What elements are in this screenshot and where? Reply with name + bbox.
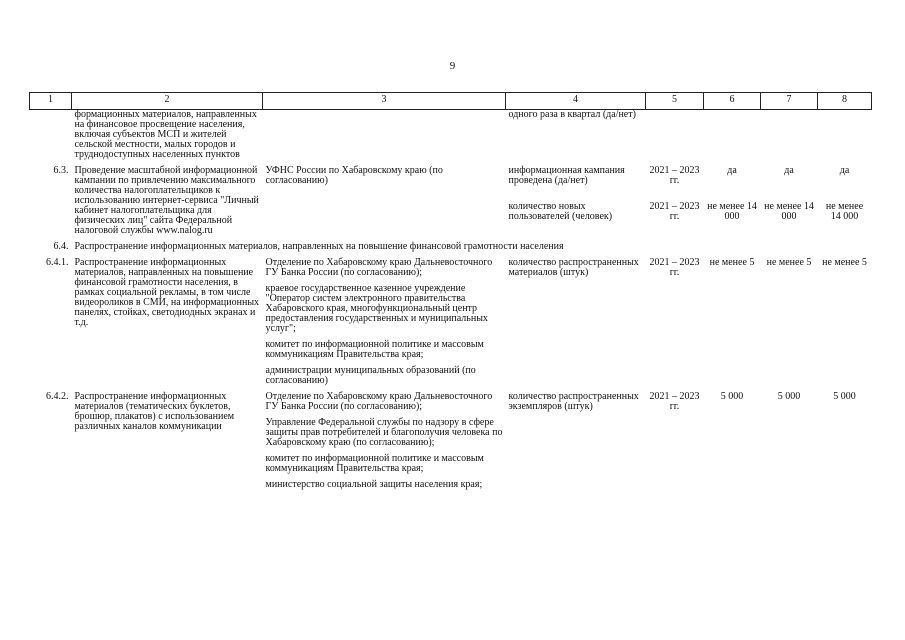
executor: Отделение по Хабаровскому краю Дальневосточного ГУ Банка России (по согласованию); (265, 257, 493, 278)
measure-description: Распространение информационных материалов, направленных на повышение финансовой грамотности населения, в рамках социальной рекламы, в том числе видеороликов в СМИ, на информационных панелях, стойках, светодиодных экранах и т.д. (74, 257, 260, 328)
measure-description: формационных материалов, направленных на финансовое просвещение населения, включая субъектов МСП и жителей сельской местности, малых городов и труднодоступных населенных пунктов (74, 109, 257, 160)
measures-table (29, 92, 872, 490)
executor: министерство социальной защиты населения края; (265, 479, 483, 490)
period: 2021 – 2023 гг. (649, 391, 700, 412)
period: 2021 – 2023 гг. (649, 165, 700, 186)
value-2021: не менее 14 000 (707, 201, 757, 223)
indicator: количество распространенных материалов (штук) (508, 257, 639, 278)
indicator: информационная кампания проведена (да/нет) (508, 165, 625, 186)
executor: УФНС России по Хабаровскому краю (по согласованию) (265, 165, 443, 186)
value-2023: 5 000 (833, 391, 856, 402)
executor: краевое государственное казенное учреждение "Оператор систем электронного правительства Хабаровского края, многофункциональный центр предоставления государственных и муниципальных услуг"; (265, 283, 488, 334)
value-2022: не менее 5 (766, 257, 812, 268)
table-row (30, 392, 872, 490)
indicator: одного раза в квартал (да/нет) (508, 109, 636, 120)
measure-number: 6.4.1. (46, 257, 69, 268)
value-2021: 5 000 (720, 391, 744, 402)
section-number: 6.4. (53, 241, 69, 252)
value-2023: да (839, 165, 850, 176)
value-2022: да (784, 165, 794, 176)
period: 2021 – 2023 гг. (649, 201, 700, 223)
table-row (30, 258, 872, 386)
value-2021: не менее 5 (709, 257, 755, 268)
header-cell: 1 (30, 93, 72, 110)
executor: комитет по информационной политике и массовым коммуникациям Правительства края; (265, 339, 484, 360)
executors (263, 258, 506, 386)
value-2022: 5 000 (777, 391, 801, 402)
indicator: количество распространенных экземпляров (штук) (508, 391, 639, 412)
header-cell: 4 (506, 93, 646, 110)
page-number: 9 (449, 60, 456, 72)
section-row (30, 242, 872, 252)
table-row (30, 110, 872, 161)
header-cell: 8 (818, 93, 872, 110)
value-2023: не менее 5 (822, 257, 867, 268)
header-cell: 7 (761, 93, 818, 110)
header-cell: 6 (704, 93, 761, 110)
value-2021: да (727, 165, 737, 176)
value-2022: не менее 14 000 (764, 201, 814, 223)
header-cell: 3 (263, 93, 506, 110)
header-cell: 2 (72, 93, 263, 110)
measure-number: 6.4.2. (46, 391, 69, 402)
measure-number: 6.3. (53, 165, 69, 176)
header-cell: 5 (646, 93, 704, 110)
executor: администрации муниципальных образований (по согласованию) (265, 365, 476, 386)
value-2023: не менее 14 000 (825, 201, 864, 223)
measure-description: Распространение информационных материалов (тематических буклетов, брошюр, плакатов) с использованием различных каналов коммуникации (74, 391, 235, 432)
header-row (30, 93, 872, 110)
measure-description: Проведение масштабной информационной кампании по привлечению максимального количества налогоплательщиков к использованию интернет-сервиса "Личный кабинет налогоплательщика для физических лиц" сайта Федеральной налоговой службы www.nalog.ru (74, 165, 259, 236)
executors (263, 392, 506, 490)
executor: Отделение по Хабаровскому краю Дальневосточного ГУ Банка России (по согласованию); (265, 391, 493, 412)
executor: Управление Федеральной службы по надзору в сфере защиты прав потребителей и благополучия человека по Хабаровскому краю (по согласованию); (265, 417, 503, 448)
executor: комитет по информационной политике и массовым коммуникациям Правительства края; (265, 453, 484, 474)
indicator: количество новых пользователей (человек) (508, 201, 613, 223)
section-title: Распространение информационных материалов, направленных на повышение финансовой грамотности населения (74, 241, 564, 252)
period: 2021 – 2023 гг. (649, 257, 700, 278)
table-row (30, 166, 872, 196)
